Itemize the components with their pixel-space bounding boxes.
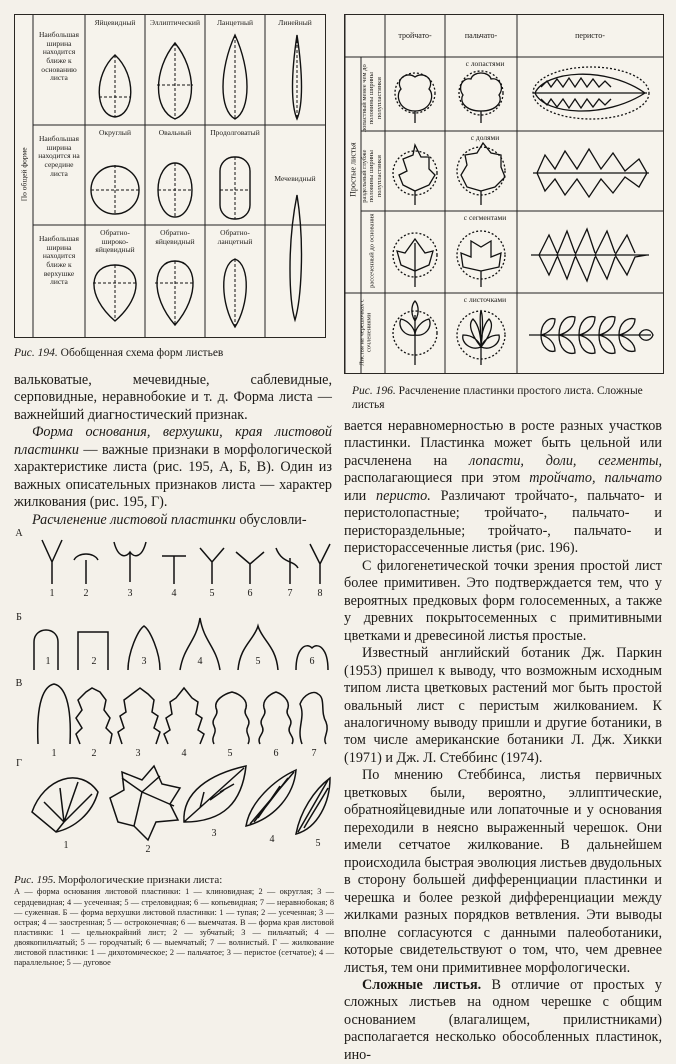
num-A4: 4 — [171, 588, 177, 599]
num-V5: 5 — [227, 748, 233, 759]
caption-num: Рис. 194. — [14, 347, 58, 359]
num-V6: 6 — [273, 748, 279, 759]
side-label-general-form: По общей форме — [19, 147, 29, 202]
term-pinnate: перисто. — [376, 487, 431, 504]
num-A6: 6 — [247, 588, 253, 599]
row-label-parted: раздельный глубже половины ширины полупластинки — [360, 149, 383, 203]
paragraph-dissection-rest: обусловли- — [235, 511, 307, 528]
num-V3: 3 — [135, 748, 141, 759]
sublabel-parts: с долями — [470, 133, 500, 142]
row-label-middle: Наибольшая ширина находится на середине листа — [38, 134, 80, 178]
text-fragment: Различают тройчато-, пальчато- и перистолопастные; тройчато-, пальчато- и перистораздельные; тройчато-, пальчато- и перисторассеченные листья (рис. 196). — [344, 487, 663, 557]
figure-194-leaf-shapes — [14, 14, 326, 338]
num-A2: 2 — [83, 588, 89, 599]
sublabel-leaflets: с листочками — [463, 295, 507, 304]
num-B5: 5 — [255, 656, 261, 667]
sublabel-segments: с сегментами — [463, 213, 507, 222]
left-text-column — [14, 372, 332, 529]
row-label-dissected: рассеченный до основания — [368, 213, 376, 288]
label-oblanceolate: Обратно-ланцетный — [217, 228, 253, 246]
num-A5: 5 — [209, 588, 215, 599]
num-V2: 2 — [91, 748, 97, 759]
row-letter-B: Б — [16, 612, 22, 623]
paragraph-compound-leaves — [344, 977, 662, 1064]
num-G1: 1 — [63, 840, 69, 851]
label-obovate-broad: Обратно-широко-яйцевидный — [95, 228, 135, 255]
row-letter-G: Г — [16, 758, 22, 769]
num-G4: 4 — [269, 834, 275, 845]
label-oval: Овальный — [158, 128, 192, 137]
num-V4: 4 — [181, 748, 187, 759]
num-A8: 8 — [317, 588, 323, 599]
paragraph-leaf-forms: вальковатые, мечевидные, саблевидные, серповидные, неравнобокие и т. д. Форма листа — важнейший диагностический признак. — [14, 372, 332, 423]
text-fragment: располагающиеся при этом — [344, 470, 530, 487]
row-label-top: Наибольшая ширина находится ближе к верхушке листа — [39, 234, 79, 287]
caption-196-text: Расчленение пластинки простого листа. Сложные листья — [352, 385, 643, 412]
row-label-compound: Листья на черешочках с сочленениями — [358, 299, 373, 366]
num-B2: 2 — [91, 656, 97, 667]
num-B3: 3 — [141, 656, 147, 667]
col-label-ternate: тройчато- — [398, 31, 432, 40]
paragraph-base-apex-rest: — важные признаки в морфологической характеристике листа (рис. 195, А, Б, В). Один из важных описательных признаков листа — характер жилкования (рис. 195, Г). — [14, 441, 332, 511]
col-label-linear: Линейный — [278, 18, 312, 27]
label-oblong: Продолговатый — [210, 128, 260, 137]
num-B4: 4 — [197, 656, 203, 667]
num-G3: 3 — [211, 828, 217, 839]
row-letter-V: В — [15, 678, 23, 689]
term-ternate-palmate: тройчато, пальчато — [529, 470, 662, 487]
figure-196-drawing — [345, 15, 663, 373]
num-V7: 7 — [311, 748, 317, 759]
row-letter-A: А — [15, 528, 23, 539]
caption-195-title: Морфологические признаки листа: — [57, 874, 223, 886]
paragraph-base-apex — [14, 424, 332, 511]
term-lobes: лопасти, доли, сегменты, — [469, 452, 662, 469]
side-label-simple: Простые листья — [348, 142, 358, 197]
paragraph-parkin: Известный английский ботаник Дж. Паркин (1953) пришел к выводу, что возможным исходным типом листа цветковых растений мог быть простой овальный лист с перистым жилкованием. К аналогичному выводу пришли и другие ботаники, в том числе американские ботаники Л. Дж. Хикки (1971) и Дж. Л. Стеббинс (1974). — [344, 645, 662, 766]
sublabel-lobes: с лопастями — [465, 59, 505, 68]
paragraph-compound-rest: В отличие от простых у сложных листьев на одном черешке с общим основанием (влагалищем, прилистниками) располагается несколько обособленных пластинок, ино- — [344, 977, 662, 1063]
caption-195-body: А — форма основания листовой пластинки: 1 — клиновидная; 2 — округлая; 3 — сердцевидная; 4 — усеченная; 5 — стреловидная; 6 — копьевидная; 7 — неравнобокая; 8 — суженная. Б — форма верхушки листовой пластинки: 1 — тупая; 2 — усеченная; 3 — острая; 4 — заостренная; 5 — остроконечная; 6 — выемчатая. В — форма края листовой пластинки: 1 — цельнокрайний лист; 2 — зубчатый; 3 — пильчатый; 4 — двоякопильчатый; 5 — городчатый; 6 — выемчатый; 7 — волнистый. Г — жилкование листовой пластинки: 1 — дихотомическое; 2 — пальчатое; 3 — перистое (сетчатое); 4 — параллельное; 5 — дуговое — [14, 887, 334, 968]
col-label-lanceolate: Ланцетный — [216, 18, 254, 27]
col-label-pinnate: перисто- — [575, 31, 605, 40]
paragraph-dissection-cont — [344, 418, 662, 558]
term-base-apex-margin: Форма основания, верхушки, края листовой пластинки — [14, 424, 332, 458]
label-obovate: Обратно-яйцевидный — [155, 228, 195, 246]
label-ensiform: Мечевидный — [274, 174, 316, 183]
term-dissection: Расчленение листовой пластинки — [32, 511, 236, 528]
figure-196-caption — [352, 384, 664, 413]
paragraph-stebbins: По мнению Стеббинса, листья первичных цветковых были, вероятно, эллиптические, обратнояйцевидные или лопаточные и у основания переходили в неясно выраженный черешок. Они имели сетчатое жилкование. В дальнейшем происходила быстрая эволюция листьев двудольных в сторону большей дифференциации пластинки и черешка и более резкой дифференциации между жилками разных порядков ветвления. Эти выводы вполне согласуются с данными палеоботаники, которые свидетельствуют о том, что, чем древнее листья, тем они примитивнее морфологически. — [344, 767, 662, 976]
row-label-lobed: лопастный менее чем до половины ширины полупластинки — [360, 64, 383, 133]
col-label-palmate: пальчато- — [464, 31, 498, 40]
num-A3: 3 — [127, 588, 133, 599]
num-V1: 1 — [51, 748, 57, 759]
figure-194-caption — [14, 346, 334, 360]
heading-compound-leaves: Сложные листья. — [362, 977, 482, 993]
figure-195-drawing — [14, 522, 332, 868]
num-G2: 2 — [145, 844, 151, 855]
figure-195-caption — [14, 874, 334, 968]
num-A1: 1 — [49, 588, 55, 599]
row-label-base: Наибольшая ширина находится ближе к основанию листа — [39, 30, 79, 83]
text-fragment: или — [344, 487, 377, 504]
text-fragment: вается неравномерностью в росте разных участков пластинки. Пластинка может быть цельной или расчленена на — [344, 418, 662, 469]
col-label-ovate: Яйцевидный — [94, 18, 136, 27]
num-A7: 7 — [287, 588, 293, 599]
num-B6: 6 — [309, 656, 315, 667]
caption-196-num: Рис. 196. — [352, 385, 396, 397]
figure-196-leaf-dissection — [344, 14, 664, 374]
right-text-column — [344, 418, 662, 1064]
col-label-elliptic: Эллиптический — [150, 18, 200, 27]
paragraph-phylogeny: С филогенетической точки зрения простой лист более примитивен. Это подтверждается тем, что у вероятных предковых форм голосеменных, а также у древних покрытосеменных с примитивными цветками и древесиной листья простые. — [344, 557, 662, 644]
caption-text: Обобщенная схема форм листьев — [60, 347, 224, 359]
figure-195-leaf-features — [14, 522, 332, 868]
num-B1: 1 — [45, 656, 51, 667]
caption-195-num: Рис. 195. — [14, 874, 56, 886]
num-G5: 5 — [315, 838, 321, 849]
label-round: Округлый — [99, 128, 131, 137]
